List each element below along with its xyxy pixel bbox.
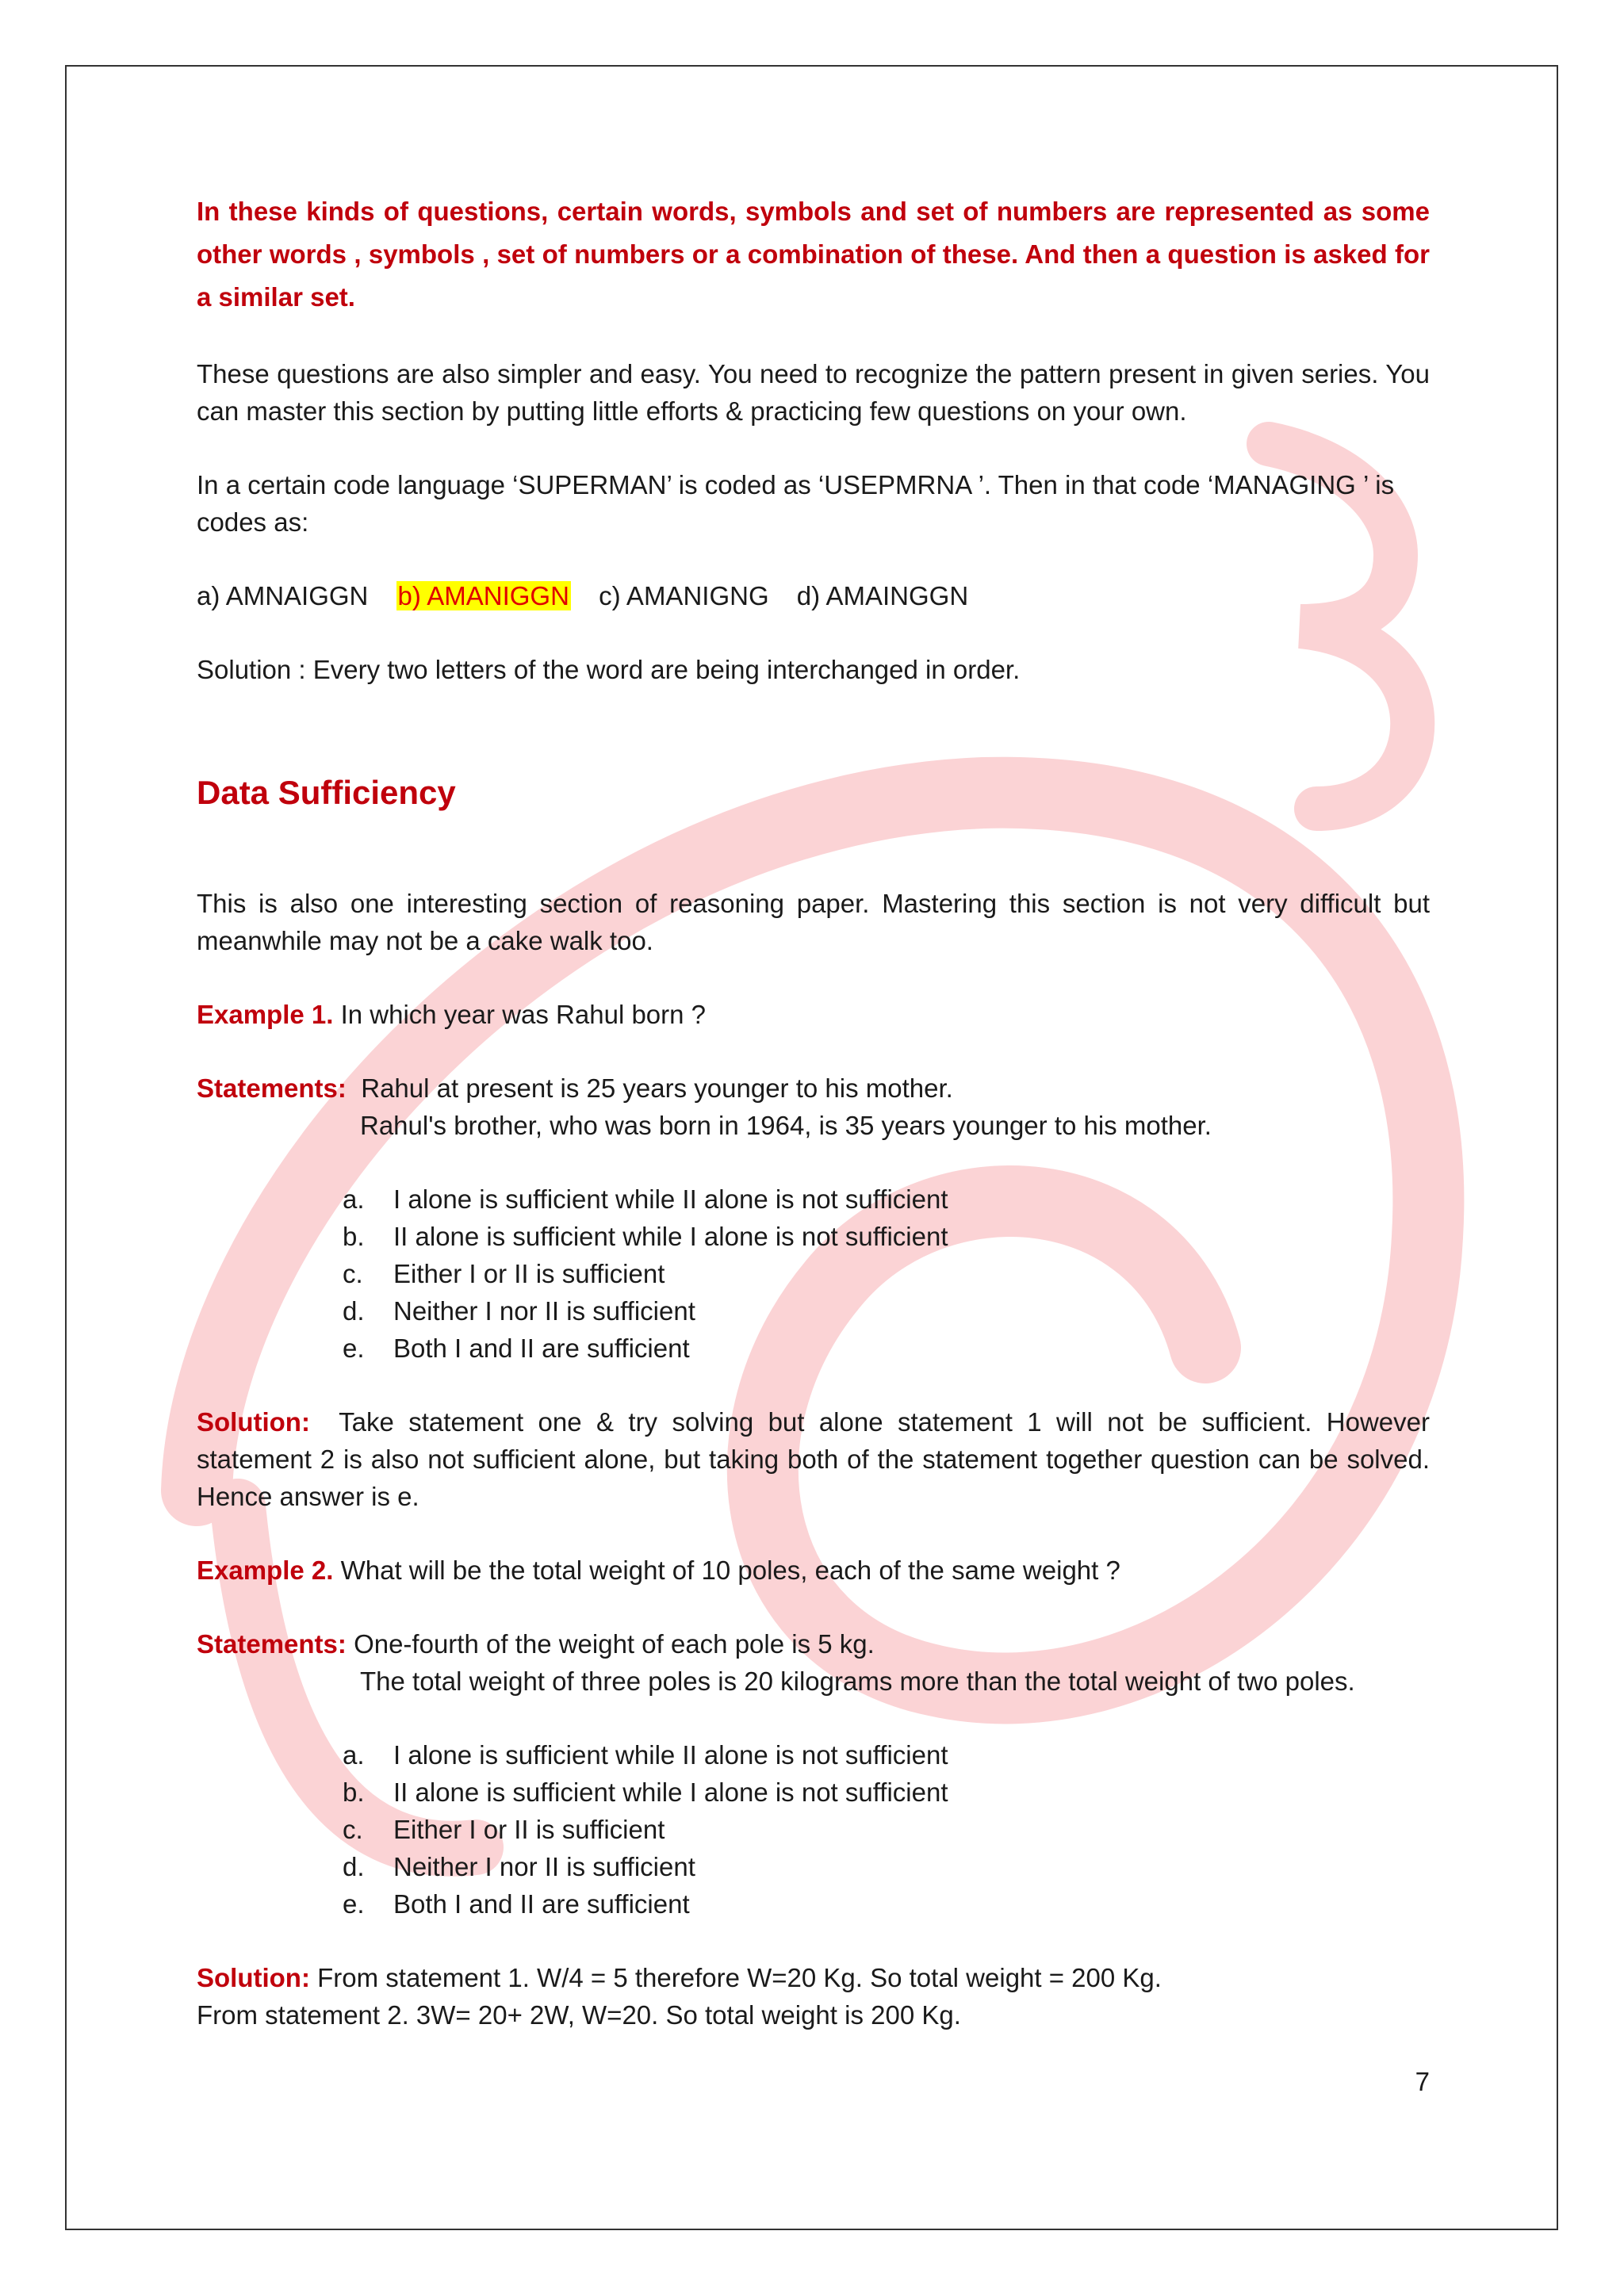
example2-options: [197, 1736, 1430, 1923]
page-number: 7: [1415, 2067, 1430, 2096]
simple-questions-paragraph: These questions are also simpler and easy. You need to recognize the pattern present in given series. You can master this section by putting little efforts & practicing few questions on your own.: [197, 359, 1430, 426]
example2-solution-line2: From statement 2. 3W= 20+ 2W, W=20. So total weight is 200 Kg.: [197, 2000, 961, 2030]
code-option-b-highlighted: b) AMANIGGN: [397, 581, 569, 610]
code-option-d: d) AMAINGGN: [796, 581, 969, 610]
example1-options: [197, 1181, 1430, 1367]
code-option-a: a) AMNAIGGN: [197, 581, 369, 610]
code-option-c: c) AMANIGNG: [599, 581, 769, 610]
list-item: d. Neither I nor II is sufficient: [343, 1852, 695, 1881]
example2-question: [197, 1552, 1430, 1589]
list-item: a. I alone is sufficient while II alone is not sufficient: [343, 1184, 948, 1214]
list-item: e. Both I and II are sufficient: [343, 1889, 690, 1919]
example1-question: [197, 996, 1430, 1033]
example1-statement1: Rahul at present is 25 years younger to his mother.: [361, 1073, 953, 1103]
example1-question-text: In which year was Rahul born ?: [333, 1000, 707, 1029]
list-item: d. Neither I nor II is sufficient: [343, 1296, 695, 1326]
intro-paragraph: In these kinds of questions, certain words, symbols and set of numbers are represented as some other words , symbols , set of numbers or a combination of these. And then a question is asked for a similar set.: [197, 197, 1430, 312]
example1-statements: [197, 1070, 1430, 1144]
example1-statements-label: Statements:: [197, 1073, 347, 1103]
example2-statements: [197, 1625, 1430, 1700]
example1-statement2: Rahul's brother, who was born in 1964, is 35 years younger to his mother.: [360, 1111, 1212, 1140]
code-options: [197, 577, 1430, 614]
list-item: b. II alone is sufficient while I alone is not sufficient: [343, 1777, 948, 1807]
list-item: e. Both I and II are sufficient: [343, 1334, 690, 1363]
list-item: c. Either I or II is sufficient: [343, 1259, 665, 1288]
page-content: [197, 190, 1430, 2034]
example2-statements-label: Statements:: [197, 1629, 347, 1659]
example1-solution-label: Solution:: [197, 1407, 310, 1437]
code-question: In a certain code language ‘SUPERMAN’ is coded as ‘USEPMRNA ’. Then in that code ‘MANAGING ’ is codes as:: [197, 470, 1395, 537]
list-item: c. Either I or II is sufficient: [343, 1815, 665, 1844]
section-intro: This is also one interesting section of reasoning paper. Mastering this section is not very difficult but meanwhile may not be a cake walk too.: [197, 889, 1430, 955]
example2-statement2: The total weight of three poles is 20 kilograms more than the total weight of two poles.: [360, 1667, 1355, 1696]
example2-solution-label: Solution:: [197, 1963, 310, 1992]
example2-label: Example 2.: [197, 1556, 334, 1585]
example2-solution: Solution: From statement 1. W/4 = 5 therefore W=20 Kg. So total weight = 200 Kg. From statement 2. 3W= 20+ 2W, W=20. So total weight is 200 Kg.: [197, 1959, 1430, 2034]
section-title: Data Sufficiency: [197, 774, 456, 811]
list-item: a. I alone is sufficient while II alone is not sufficient: [343, 1740, 948, 1770]
example1-label: Example 1.: [197, 1000, 334, 1029]
example2-statement1: One-fourth of the weight of each pole is 5 kg.: [354, 1629, 875, 1659]
example2-question-text: What will be the total weight of 10 poles, each of the same weight ?: [333, 1556, 1120, 1585]
code-solution: Solution : Every two letters of the word are being interchanged in order.: [197, 655, 1021, 684]
example1-solution: Solution: Take statement one & try solving but alone statement 1 will not be sufficient. However statement 2 is also not sufficient alone, but taking both of the statement together question can be solved. Hence answer is e.: [197, 1407, 1430, 1511]
list-item: b. II alone is sufficient while I alone is not sufficient: [343, 1222, 948, 1251]
